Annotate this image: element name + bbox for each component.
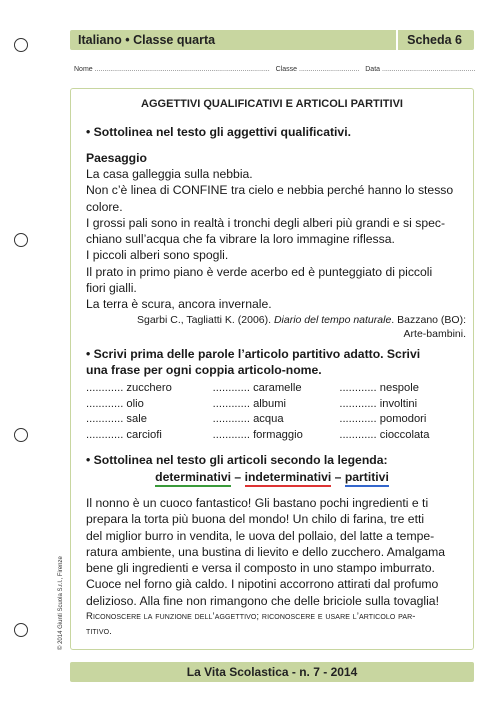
exercise2-instruction [86,346,466,379]
grid-cell[interactable]: ............ acqua [212,413,284,425]
worksheet-title: AGGETTIVI QUALIFICATIVI E ARTICOLI PARTITIVI [141,98,403,110]
binder-hole-4 [14,623,28,637]
poem-source [86,313,466,341]
copyright-notice: © 2014 Giunti Scuola S.r.l., Firenze [58,556,64,650]
poem-line: fiori gialli. [86,281,137,296]
source-authors: Sgarbi C., Tagliatti K. (2006). [137,314,272,326]
poem-line: I grossi pali sono in realtà i tronchi degli alberi più grandi e si spec- [86,215,446,230]
binder-hole-2 [14,233,28,247]
poem-line: colore. [86,199,123,214]
grid-cell[interactable]: ............ sale [86,413,147,425]
grid-cell[interactable]: ............ formaggio [212,428,303,441]
footer-band: La Vita Scolastica - n. 7 - 2014 [70,662,474,682]
grid-row [86,428,466,444]
header-divider [396,30,398,50]
classe-label: Classe [275,66,298,73]
legend-separator: – [231,470,245,484]
binder-hole-3 [14,428,28,442]
grid-cell[interactable]: ............ olio [86,397,144,410]
scheda-label: Scheda 6 [407,33,462,47]
exercise2-instruction-line1: • Scrivi prima delle parole l’articolo partitivo adatto. Scrivi [86,347,421,361]
header-band [70,30,474,50]
poem-line: chiano sull’acqua che fa vibrare la loro immagine riflessa. [86,232,395,247]
nome-label: Nome [74,66,93,73]
exercise1-instruction: • Sottolinea nel testo gli aggettivi qualificativi. [86,125,351,139]
grid-cell[interactable]: ............ cioccolata [339,428,430,441]
source-title: Diario del tempo naturale [273,314,392,326]
grid-cell[interactable]: ............ caramelle [212,382,302,394]
legend-separator: – [331,470,345,484]
source-publisher: . Bazzano (BO): [391,314,466,326]
binder-hole-1 [14,38,28,52]
source-line2: Arte-bambini. [403,328,466,340]
classe-field[interactable]: ............................... [299,66,360,73]
articles-legend [70,470,474,484]
story-line: del miglior burro in vendita, le uova del pollaio, del latte a tempe- [86,528,435,543]
story-line: ratura ambiente, una bustina di lievito e dello zucchero. Amalgama [86,544,446,559]
poem-line: La terra è scura, ancora invernale. [86,297,272,312]
nome-field[interactable]: .......................................................................................... [94,66,270,73]
partitive-grid [86,381,466,443]
exercise3-instruction: • Sottolinea nel testo gli articoli secondo la legenda: [86,453,388,467]
poem-text [86,166,466,313]
legend-indeterminativi: indeterminativi [245,470,332,487]
data-label: Data [365,66,381,73]
poem-line: Non c’è linea di CONFINE tra cielo e nebbia perché hanno lo stesso [86,183,454,198]
story-line: bene gli ingredienti e versa il composto in uno stampo imburrato. [86,561,435,576]
learning-objectives [86,609,466,639]
poem-line: Il prato in primo piano è verde acerbo ed è punteggiato di piccoli [86,264,433,279]
grid-cell[interactable]: ............ nespole [339,382,419,394]
subject-label: Italiano • Classe quarta [78,33,216,47]
story-line: prepara la torta più buona del mondo! Un chilo di farina, tre etti [86,512,425,527]
poem-line: I piccoli alberi sono spogli. [86,248,229,263]
objectives-line2: titivo. [86,626,112,637]
exercise2-instruction-line2: una frase per ogni coppia articolo-nome. [86,363,322,378]
grid-row [86,397,466,413]
poem-title: Paesaggio [86,151,147,165]
poem-line: La casa galleggia sulla nebbia. [86,167,253,181]
objectives-line1: Riconoscere la funzione dell’aggettivo; riconoscere e usare l’articolo par- [86,611,416,622]
story-line: Il nonno è un cuoco fantastico! Gli bastano pochi ingredienti e ti [86,496,429,510]
grid-cell[interactable]: ............ albumi [212,397,287,410]
grid-cell[interactable]: ............ involtini [339,397,418,410]
story-text [86,495,466,609]
grid-cell[interactable]: ............ pomodori [339,413,427,425]
grid-cell[interactable]: ............ carciofi [86,428,162,441]
grid-cell[interactable]: ............ zucchero [86,382,172,394]
story-line: delizioso. Alla fine non rimangono che delle briciole sulla tovaglia! [86,593,439,608]
story-line: Cuoce nel forno già caldo. I nipotini accorrono attirati dal profumo [86,577,439,592]
legend-partitivi: partitivi [345,470,389,487]
student-fields [74,66,474,73]
grid-row [86,412,466,428]
data-field[interactable]: ................................................ [382,66,476,73]
grid-row [86,381,466,397]
legend-determinativi: determinativi [155,470,231,487]
